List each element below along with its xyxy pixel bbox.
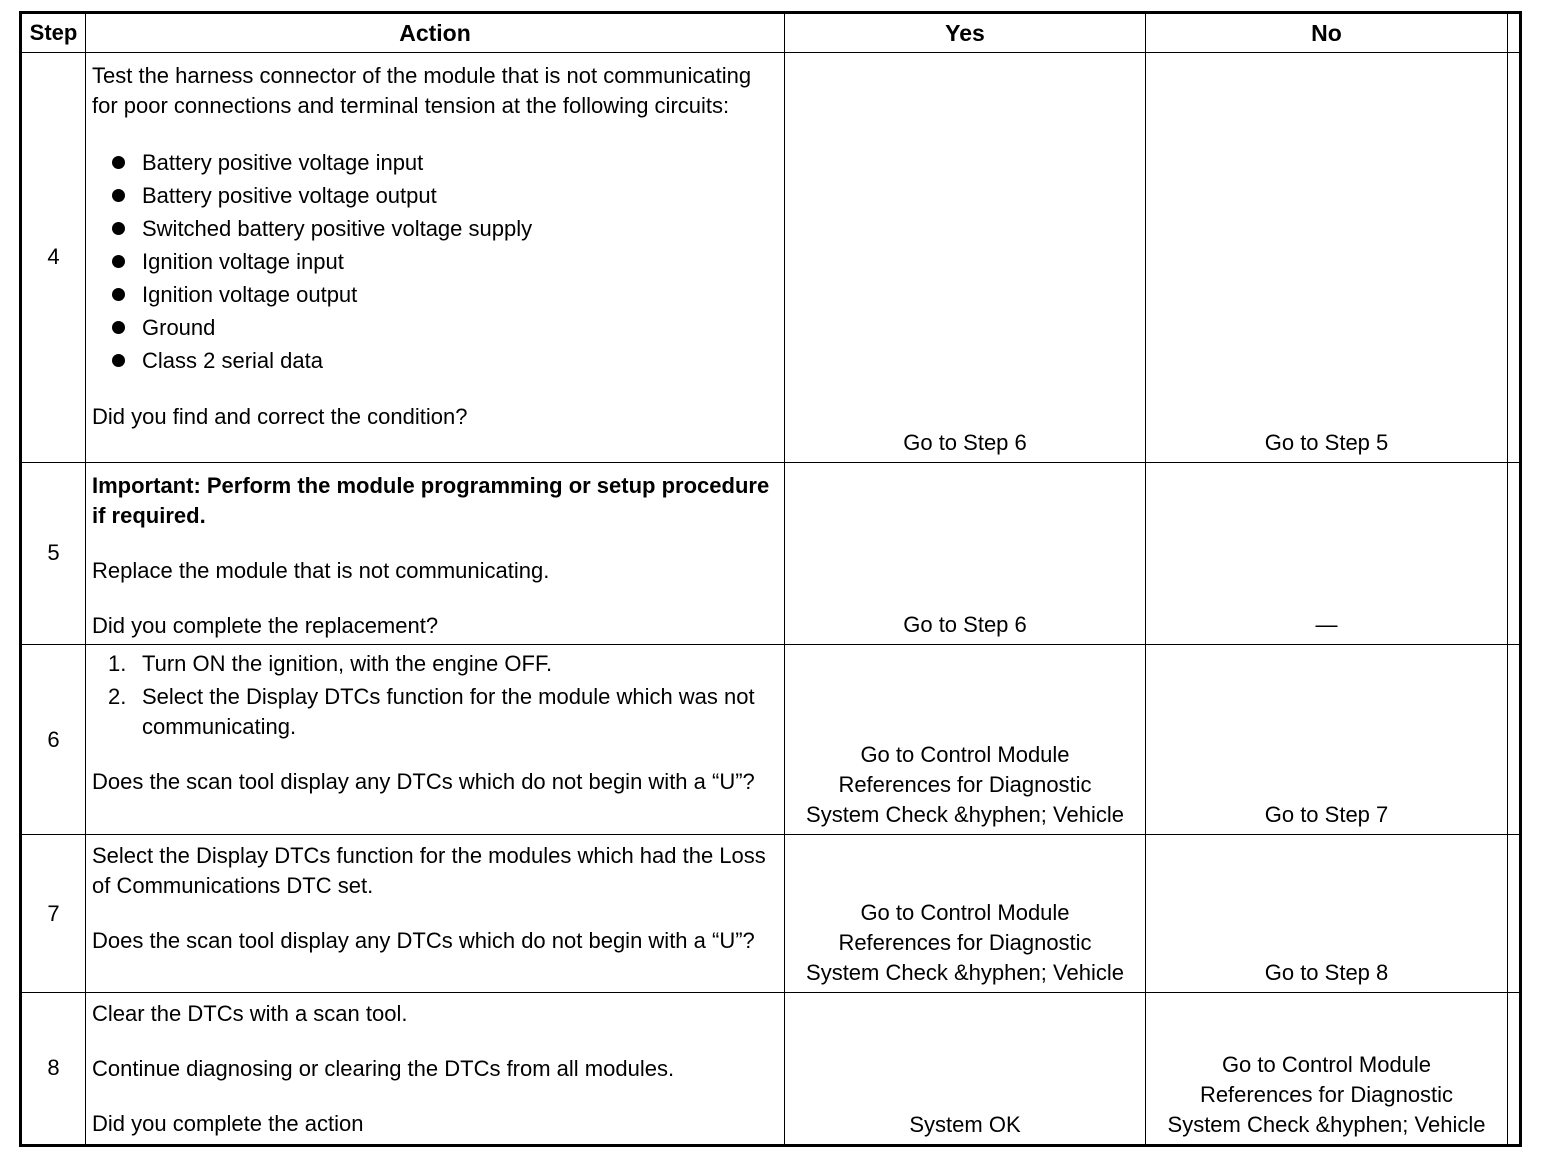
list-item: Ignition voltage input [108, 245, 778, 278]
list-item: Switched battery positive voltage supply [108, 212, 778, 245]
list-item: Class 2 serial data [108, 344, 778, 377]
action-cell [86, 645, 785, 835]
action-question: Does the scan tool display any DTCs which do not begin with a “U”? [92, 769, 755, 795]
table-row [21, 645, 1521, 835]
row-spacer [1508, 53, 1521, 463]
action-instruction-2: Continue diagnosing or clearing the DTCs from all modules. [92, 1055, 675, 1081]
step-number: 6 [21, 645, 86, 835]
no-result: Go to Step 5 [1146, 53, 1508, 463]
step-number: 5 [21, 462, 86, 644]
no-result: Go to Control Module References for Diagnostic System Check &hyphen; Vehicle [1146, 992, 1508, 1145]
list-item [108, 682, 778, 742]
yes-result: Go to Control Module References for Diagnostic System Check &hyphen; Vehicle [785, 645, 1146, 835]
list-item: Ignition voltage output [108, 278, 778, 311]
circuit-list [92, 146, 778, 377]
yes-result: System OK [785, 992, 1146, 1145]
row-spacer [1508, 835, 1521, 992]
table-row [21, 992, 1521, 1145]
header-no: No [1146, 13, 1508, 53]
action-instruction: Select the Display DTCs function for the modules which had the Loss of Communications DTC set. [92, 843, 766, 899]
header-row [21, 13, 1521, 53]
diagnostic-table [19, 11, 1522, 1147]
yes-result: Go to Step 6 [785, 462, 1146, 644]
list-item [108, 649, 778, 679]
action-cell [86, 992, 785, 1145]
procedure-list [92, 649, 778, 742]
action-cell [86, 53, 785, 463]
table-row [21, 53, 1521, 463]
list-item: Battery positive voltage input [108, 146, 778, 179]
step-number: 4 [21, 53, 86, 463]
action-instruction: Clear the DTCs with a scan tool. [92, 1000, 408, 1026]
important-note: Important: Perform the module programming or setup procedure if required. [92, 472, 770, 528]
action-cell [86, 835, 785, 992]
action-intro: Test the harness connector of the module that is not communicating for poor connections and terminal tension at the following circuits: [92, 63, 752, 119]
action-question: Did you find and correct the condition? [92, 404, 468, 430]
action-question: Did you complete the replacement? [92, 612, 439, 638]
header-step: Step [21, 13, 86, 53]
row-spacer [1508, 992, 1521, 1145]
list-item: Ground [108, 311, 778, 344]
list-text: Turn ON the ignition, with the engine OFF. [142, 651, 553, 677]
header-yes: Yes [785, 13, 1146, 53]
action-question: Did you complete the action [92, 1110, 364, 1136]
list-item: Battery positive voltage output [108, 179, 778, 212]
header-spacer [1508, 13, 1521, 53]
no-result: — [1146, 462, 1508, 644]
action-question: Does the scan tool display any DTCs which do not begin with a “U”? [92, 928, 755, 954]
step-number: 8 [21, 992, 86, 1145]
row-spacer [1508, 645, 1521, 835]
yes-result: Go to Control Module References for Diagnostic System Check &hyphen; Vehicle [785, 835, 1146, 992]
table-row [21, 835, 1521, 992]
list-text: Select the Display DTCs function for the module which was not communicating. [142, 684, 755, 740]
list-number: 2. [108, 684, 127, 710]
step-number: 7 [21, 835, 86, 992]
action-instruction: Replace the module that is not communicating. [92, 557, 550, 583]
row-spacer [1508, 462, 1521, 644]
list-number: 1. [108, 651, 127, 677]
no-result: Go to Step 8 [1146, 835, 1508, 992]
yes-result: Go to Step 6 [785, 53, 1146, 463]
action-cell [86, 462, 785, 644]
table-row [21, 462, 1521, 644]
no-result: Go to Step 7 [1146, 645, 1508, 835]
header-action: Action [86, 13, 785, 53]
